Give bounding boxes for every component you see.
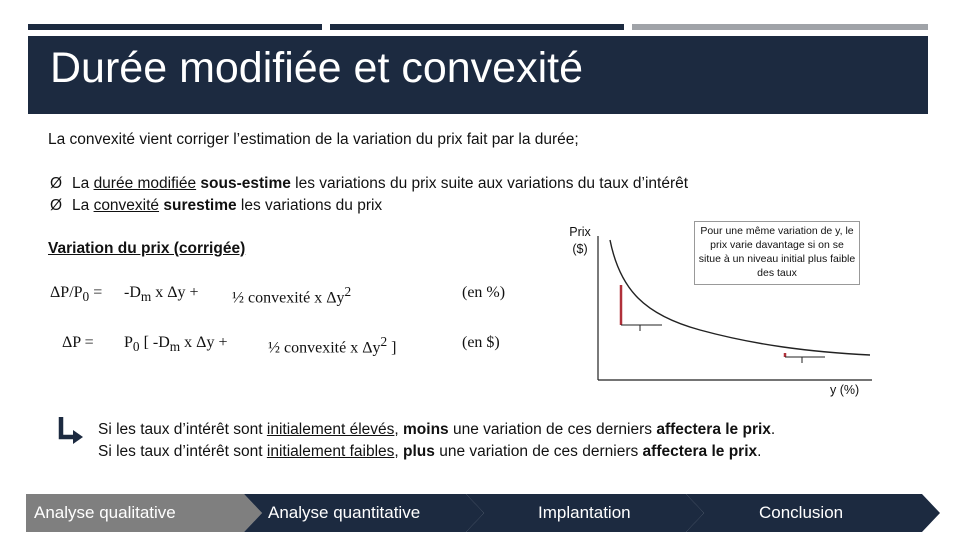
top-bar-1 <box>28 24 322 30</box>
formula-2-lhs: ΔP = <box>62 334 94 351</box>
formula-2-convex: ½ convexité x Δy <box>268 339 381 357</box>
formula-1-convexity <box>232 284 351 307</box>
formula-1-unit: (en %) <box>462 284 506 301</box>
nav-label-conclusion[interactable]: Conclusion <box>759 503 844 522</box>
formula-2-dm: [ -D <box>139 334 170 351</box>
top-bar-2 <box>330 24 624 30</box>
nav-label-analyse-quantitative[interactable]: Analyse quantitative <box>268 503 421 522</box>
formula-1-sup: 2 <box>344 284 352 299</box>
conclusion-2-effect: affectera le prix <box>642 443 758 460</box>
formula-2-bracket: ] <box>387 339 397 357</box>
formula-2-convexity <box>268 334 396 357</box>
formula-1-duration <box>124 284 199 305</box>
formula-1-dm: -D <box>124 284 141 301</box>
formula-1-dm-suffix: x Δy + <box>151 284 199 301</box>
bullet-1-text-a: La <box>72 175 94 192</box>
intro-text: La convexité vient corriger l’estimation de la variation du prix fait par la durée; <box>48 131 579 148</box>
conclusion-1-b: une variation de ces derniers <box>448 421 657 438</box>
conclusion-1-effect: affectera le prix <box>656 421 771 438</box>
bullet-arrow-icon: Ø <box>50 175 63 192</box>
variation-heading: Variation du prix (corrigée) <box>48 240 246 257</box>
bullet-2-text-b: les variations du prix <box>236 197 383 214</box>
chart-x-label: y (%) <box>830 383 860 397</box>
chart-y-label-line-1: Prix <box>569 225 591 239</box>
conclusion-2-b: une variation de ces derniers <box>434 443 643 460</box>
conclusion-2-qty: plus <box>403 443 435 460</box>
nav-label-implantation[interactable]: Implantation <box>538 503 631 522</box>
conclusion-1-end: . <box>770 421 776 438</box>
corner-arrow-icon <box>58 416 86 444</box>
formula-1-eq: = <box>89 284 103 301</box>
formula-2-dm-suffix: x Δy + <box>180 334 228 351</box>
conclusion-line-1 <box>98 421 775 439</box>
bullet-1-term: durée modifiée <box>93 175 197 192</box>
conclusion-1-sep: , <box>394 421 404 438</box>
formula-1-convex: ½ convexité x Δy <box>232 289 345 307</box>
bullet-2-verb: surestime <box>163 197 237 214</box>
formula-2-p-sub: 0 <box>132 339 140 355</box>
bullet-2-term: convexité <box>93 197 160 214</box>
conclusion-1-a: Si les taux d’intérêt sont <box>98 421 267 438</box>
conclusion-1-qty: moins <box>403 421 449 438</box>
formula-1-lhs <box>50 284 102 305</box>
bullet-1 <box>50 175 688 193</box>
formula-1-delta: ΔP/P <box>50 284 83 301</box>
conclusion-2-end: . <box>757 443 762 460</box>
formula-1-dm-sub: m <box>140 289 152 305</box>
bullet-2-text-a: La <box>72 197 94 214</box>
top-bar-3 <box>632 24 928 30</box>
conclusion-line-2 <box>98 443 761 461</box>
bullet-arrow-icon: Ø <box>50 197 63 214</box>
chart-y-label-line-2: ($) <box>572 242 588 256</box>
conclusion-2-a: Si les taux d’intérêt sont <box>98 443 267 460</box>
nav-label-analyse-qualitative[interactable]: Analyse qualitative <box>34 503 176 522</box>
formula-2-body <box>124 334 227 355</box>
formula-2-p: P <box>124 334 133 351</box>
conclusion-2-condition: initialement faibles <box>266 443 395 460</box>
formula-2-dm-sub: m <box>169 339 181 355</box>
formula-2-unit: (en $) <box>462 334 500 351</box>
bullet-1-text-b: les variations du prix suite aux variations du taux d’intérêt <box>290 175 689 192</box>
formula-2-sup: 2 <box>380 334 388 349</box>
chart-note: Pour une même variation de y, le prix varie davantage si on se situe à un niveau initial plus faible des taux <box>694 221 860 285</box>
bullet-2 <box>50 197 382 215</box>
formula-1-sub: 0 <box>82 289 90 305</box>
conclusion-1-condition: initialement élevés <box>266 421 395 438</box>
slide-title: Durée modifiée et convexité <box>50 44 584 92</box>
bullet-1-verb: sous-estime <box>200 175 291 192</box>
conclusion-2-sep: , <box>394 443 404 460</box>
